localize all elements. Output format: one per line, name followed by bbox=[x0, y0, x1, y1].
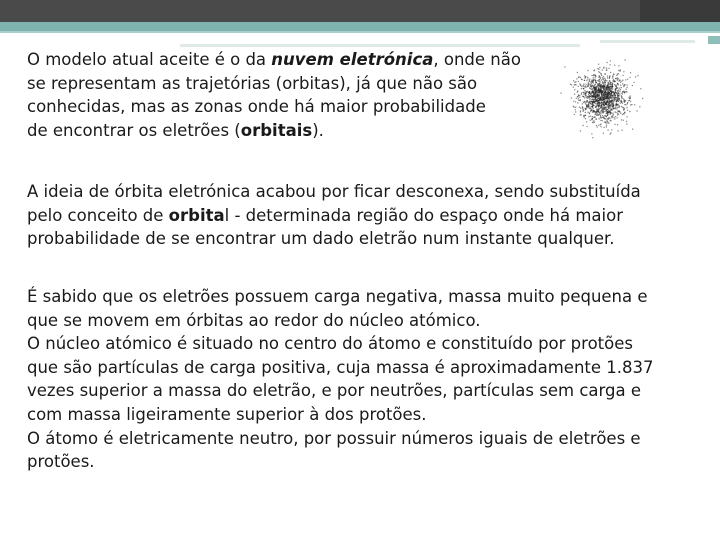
text-line: vezes superior a massa do eletrão, e por neutrões, partículas sem carga e bbox=[27, 381, 641, 401]
electron-cloud-icon bbox=[560, 52, 646, 142]
text-line: O átomo é eletricamente neutro, por possuir números iguais de eletrões e bbox=[27, 428, 641, 448]
paragraph-atom-structure bbox=[27, 285, 654, 474]
paragraph-orbital-definition: A ideia de órbita eletrónica acabou por ficar desconexa, sendo substituída pelo conceito de orbital - determinada região do espaço onde há maior probabilidade de se encontrar um dado eletrão num instante qualquer. bbox=[27, 182, 641, 249]
paragraph-electron-cloud: O modelo atual aceite é o da nuvem eletrónica, onde não se representam as trajetórias (orbitas), já que não são conhecidas, mas as zonas onde há maior probabilidade de encontrar os eletrões (orbitais). bbox=[27, 50, 521, 140]
text-line: com massa ligeiramente superior à dos protões. bbox=[27, 404, 427, 424]
term-orbitals: orbitais bbox=[240, 120, 313, 140]
text-line: protões. bbox=[27, 452, 95, 472]
text-line: que se movem em órbitas ao redor do núcleo atómico. bbox=[27, 310, 481, 330]
slide-top-bar-block bbox=[640, 0, 720, 22]
text-line: que são partículas de carga positiva, cuja massa é aproximadamente 1.837 bbox=[27, 357, 654, 377]
term-electron-cloud: nuvem eletrónica bbox=[271, 50, 434, 69]
slide-top-bar bbox=[0, 0, 720, 22]
slide-accent-line bbox=[0, 31, 720, 33]
slide-corner-accent bbox=[708, 36, 720, 44]
decorative-line bbox=[180, 44, 580, 47]
decorative-line bbox=[600, 40, 695, 43]
term-orbital: orbita bbox=[168, 205, 225, 225]
slide-accent-bar bbox=[0, 22, 720, 31]
text-line: É sabido que os eletrões possuem carga negativa, massa muito pequena e bbox=[27, 287, 648, 306]
text-line: O núcleo atómico é situado no centro do átomo e constituído por protões bbox=[27, 334, 633, 354]
